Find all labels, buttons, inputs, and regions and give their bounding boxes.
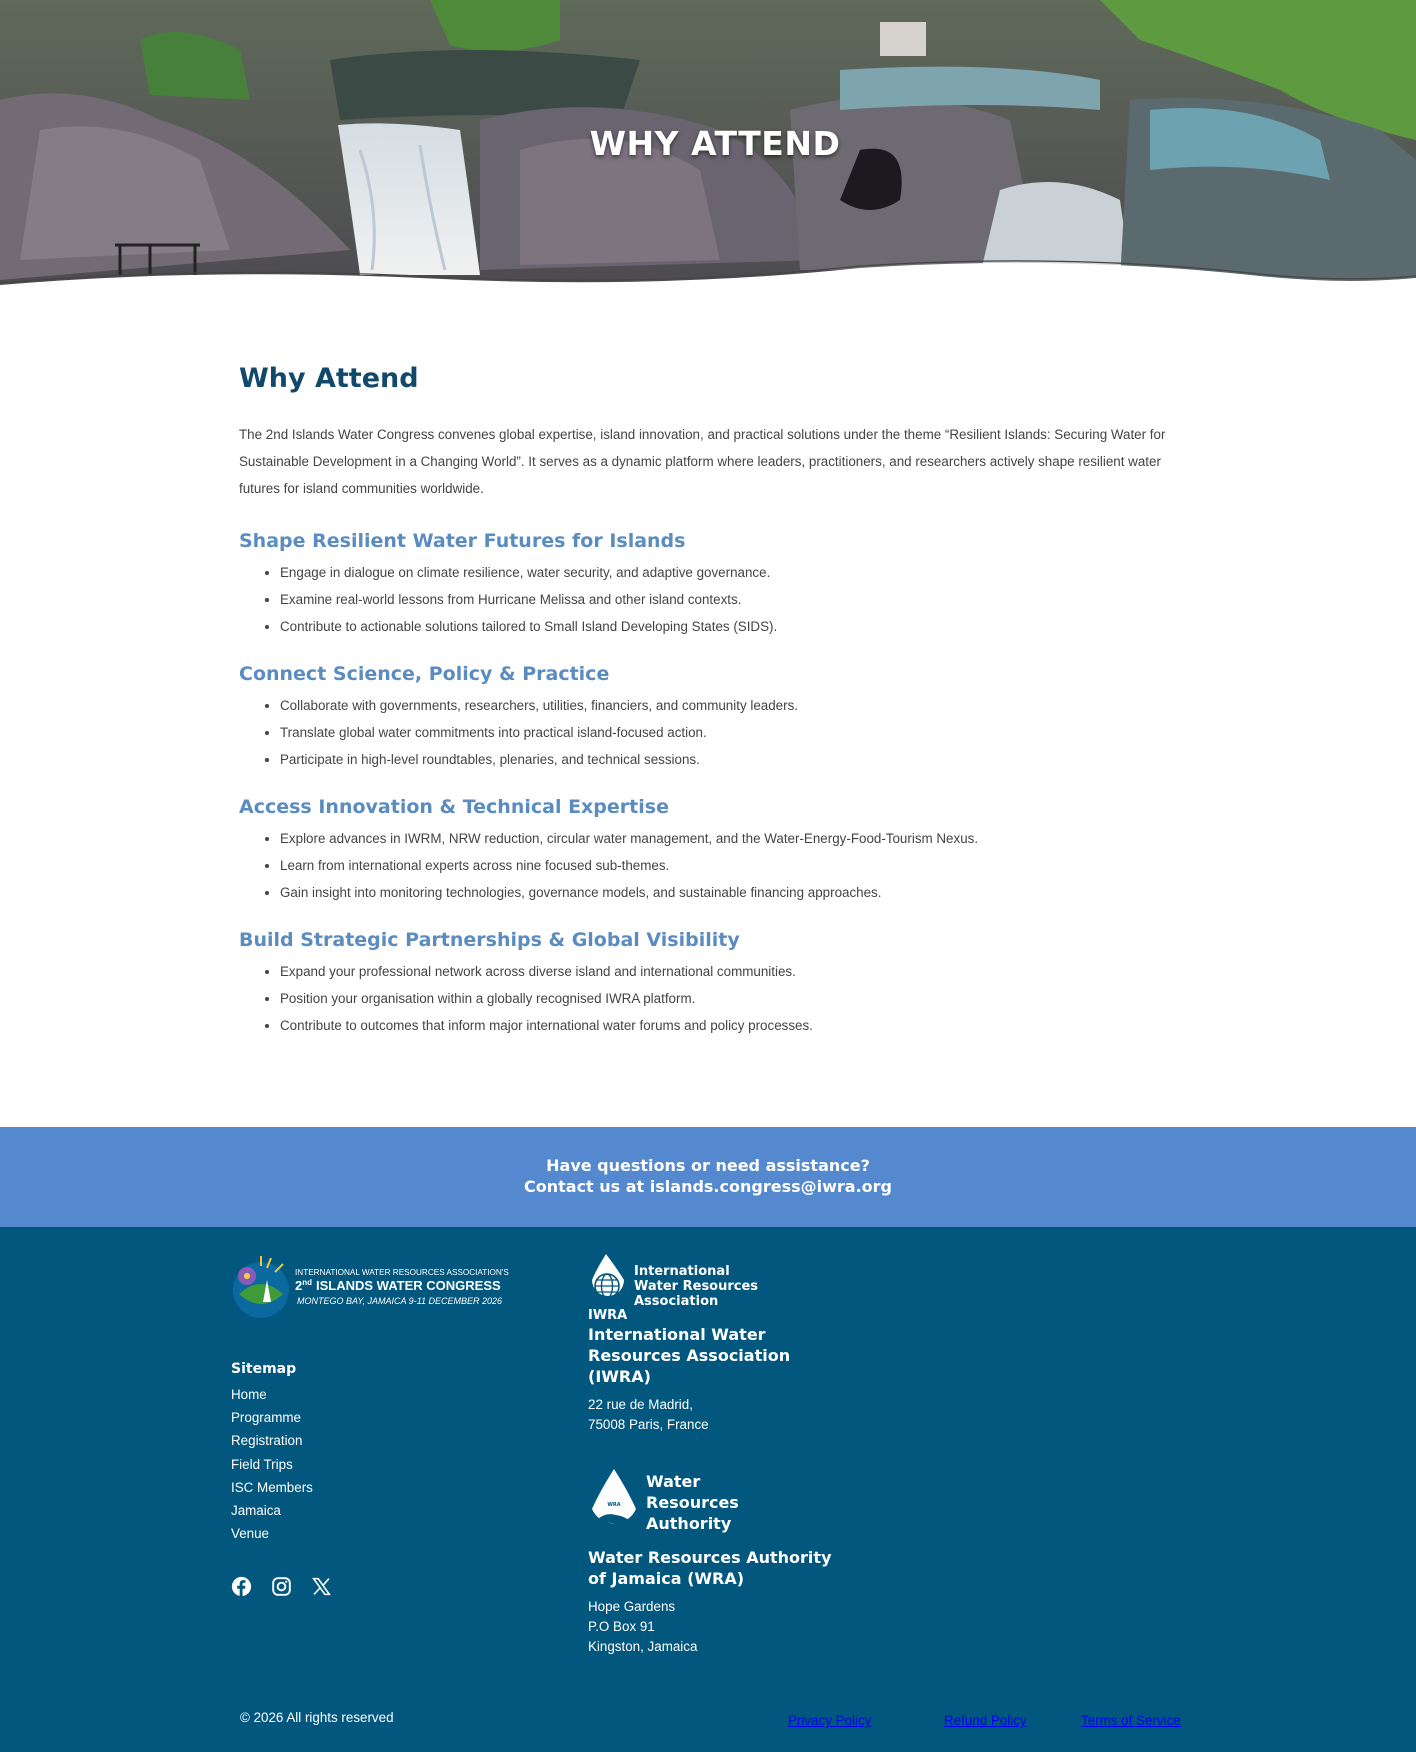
bullet-list xyxy=(239,825,1184,906)
svg-text:International: International xyxy=(634,1264,730,1279)
svg-text:Association: Association xyxy=(634,1294,719,1309)
congress-logo[interactable] xyxy=(231,1254,513,1320)
sitemap-link-programme[interactable]: Programme xyxy=(231,1410,301,1426)
address-line: 75008 Paris, France xyxy=(588,1417,709,1432)
org-wra xyxy=(588,1469,848,1657)
bullet-list xyxy=(239,559,1184,640)
copyright-text: © 2026 All rights reserved xyxy=(240,1710,394,1725)
section-heading: Shape Resilient Water Futures for Islands xyxy=(239,530,686,552)
list-item: • Contribute to outcomes that inform major international water forums and policy processes. xyxy=(280,1012,1184,1039)
org-name: Water Resources Authority of Jamaica (WRA) xyxy=(588,1548,832,1588)
logo-line-1: INTERNATIONAL WATER RESOURCES ASSOCIATION'S xyxy=(295,1268,509,1277)
hero-banner xyxy=(0,0,1416,295)
list-item: • Engage in dialogue on climate resilience, water security, and adaptive governance. xyxy=(280,559,1184,586)
section-connect-science-policy xyxy=(239,660,1184,773)
wra-logo[interactable] xyxy=(588,1469,758,1547)
hero-title: WHY ATTEND xyxy=(589,124,841,163)
iwra-logo[interactable] xyxy=(588,1252,758,1324)
svg-text:Resources: Resources xyxy=(646,1493,739,1512)
list-item: • Position your organisation within a globally recognised IWRA platform. xyxy=(280,985,1184,1012)
sitemap-link-home[interactable]: Home xyxy=(231,1387,267,1402)
org-address xyxy=(588,1395,848,1435)
facebook-icon[interactable] xyxy=(231,1576,252,1597)
main-content xyxy=(239,360,1184,1059)
contact-banner xyxy=(0,1127,1416,1227)
x-icon[interactable] xyxy=(311,1576,332,1597)
contact-question: Have questions or need assistance? xyxy=(546,1156,870,1175)
list-item: • Learn from international experts across nine focused sub-themes. xyxy=(280,852,1184,879)
list-item: • Participate in high-level roundtables, plenaries, and technical sessions. xyxy=(280,746,1184,773)
svg-text:Water: Water xyxy=(646,1472,701,1491)
privacy-policy-link[interactable]: Privacy Policy xyxy=(788,1713,872,1728)
list-item: • Collaborate with governments, researchers, utilities, financiers, and community leaders. xyxy=(280,692,1184,719)
section-shape-resilient-futures xyxy=(239,527,1184,640)
address-line: Hope Gardens xyxy=(588,1599,676,1614)
section-heading: Build Strategic Partnerships & Global Visibility xyxy=(239,929,740,951)
site-footer xyxy=(0,1227,1416,1752)
social-links xyxy=(231,1576,332,1597)
page-title: Why Attend xyxy=(239,363,419,394)
sitemap-link-venue[interactable]: Venue xyxy=(231,1526,269,1542)
sitemap-title: Sitemap xyxy=(231,1361,297,1377)
sitemap-link-field-trips[interactable]: Field Trips xyxy=(231,1456,293,1472)
list-item: • Contribute to actionable solutions tailored to Small Island Developing States (SIDS). xyxy=(280,613,1184,640)
section-heading: Connect Science, Policy & Practice xyxy=(239,663,610,685)
sitemap-link-jamaica[interactable]: Jamaica xyxy=(231,1503,281,1519)
refund-policy-link[interactable]: Refund Policy xyxy=(944,1713,1027,1728)
sitemap-link-registration[interactable]: Registration xyxy=(231,1433,303,1449)
section-heading: Access Innovation & Technical Expertise xyxy=(239,796,669,818)
address-line: P.O Box 91 xyxy=(588,1619,655,1634)
list-item: • Gain insight into monitoring technologies, governance models, and sustainable financing approaches. xyxy=(280,879,1184,906)
terms-of-service-link[interactable]: Terms of Service xyxy=(1081,1713,1181,1728)
svg-text:Water Resources: Water Resources xyxy=(634,1279,758,1294)
list-item: • Translate global water commitments into practical island-focused action. xyxy=(280,719,1184,746)
svg-text:2ndISLANDS WATER CONGRESS: 2nd ISLANDS WATER CONGRESS xyxy=(295,1278,501,1293)
org-address xyxy=(588,1597,848,1657)
org-name: International Water Resources Association (IWRA) xyxy=(588,1325,791,1386)
org-iwra xyxy=(588,1252,848,1435)
iwra-abbr: IWRA xyxy=(588,1308,628,1323)
instagram-icon[interactable] xyxy=(271,1576,292,1597)
contact-email-link[interactable]: Contact us at islands.congress@iwra.org xyxy=(524,1177,892,1196)
list-item: • Expand your professional network across diverse island and international communities. xyxy=(280,958,1184,985)
sitemap-list xyxy=(231,1383,313,1545)
address-line: Kingston, Jamaica xyxy=(588,1639,698,1654)
logo-line-3: MONTEGO BAY, JAMAICA 9-11 DECEMBER 2026 xyxy=(297,1296,503,1306)
wra-abbr: WRA xyxy=(607,1502,621,1508)
sitemap-link-isc-members[interactable]: ISC Members xyxy=(231,1479,313,1495)
intro-paragraph: The 2nd Islands Water Congress convenes global expertise, island innovation, and practical solutions under the theme “Resilient Islands: Securing Water for Sustainable Development in a Changing World”. It serves as a dynamic platform where leaders, practitioners, and researchers actively shape resilient water futures for island communities worldwide. xyxy=(239,427,1166,496)
list-item: • Explore advances in IWRM, NRW reduction, circular water management, and the Water-Energy-Food-Tourism Nexus. xyxy=(280,825,1184,852)
section-build-partnerships xyxy=(239,926,1184,1039)
svg-text:Authority: Authority xyxy=(646,1514,732,1533)
section-access-innovation xyxy=(239,793,1184,906)
address-line: 22 rue de Madrid, xyxy=(588,1397,693,1412)
bullet-list xyxy=(239,958,1184,1039)
bullet-list xyxy=(239,692,1184,773)
list-item: • Examine real-world lessons from Hurricane Melissa and other island contexts. xyxy=(280,586,1184,613)
